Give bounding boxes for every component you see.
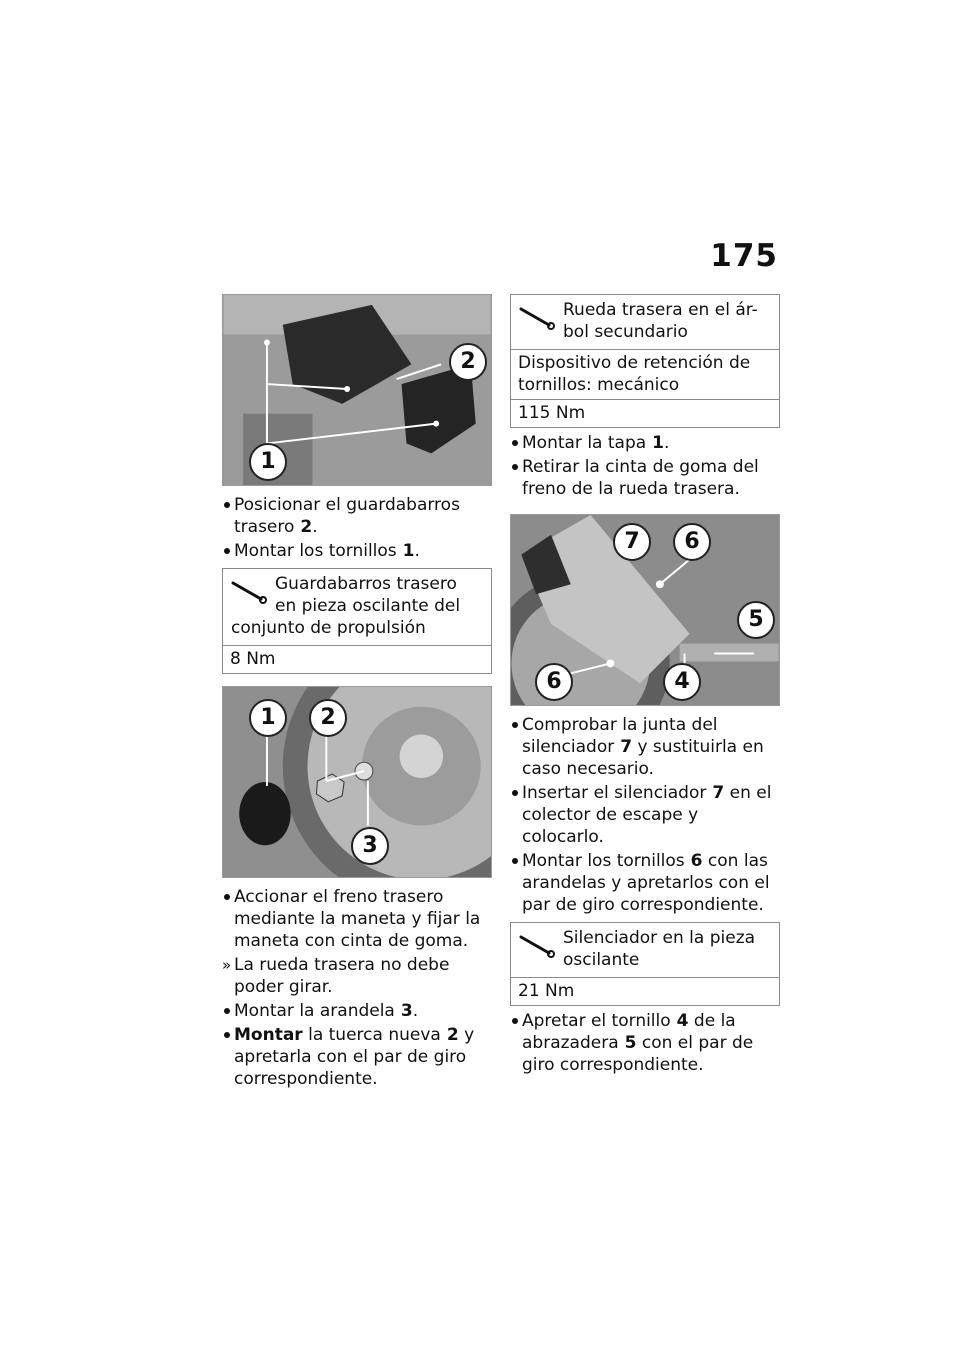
step-check-seal: Comprobar la junta del silenciador 7 y sustituirla en caso necesario. <box>510 714 780 780</box>
callout-3: 3 <box>351 827 389 865</box>
steps-fender <box>222 494 492 562</box>
steps-wheel <box>222 886 492 1090</box>
step-mount-washer: Montar la arandela 3. <box>222 1000 492 1022</box>
torque-value: 8 Nm <box>223 645 491 673</box>
right-column <box>510 294 780 1082</box>
torque-wrench-icon <box>231 579 269 605</box>
callout-2: 2 <box>449 343 487 381</box>
torque-wrench-icon <box>519 305 557 331</box>
steps-clamp <box>510 1010 780 1076</box>
step-mount-screws: Montar los tornillos 1. <box>222 540 492 562</box>
result-wheel-locked: » La rueda trasera no debe poder girar. <box>222 954 492 998</box>
figure-rear-fender <box>222 294 492 486</box>
callout-7: 7 <box>613 523 651 561</box>
figure-silencer <box>510 514 780 706</box>
callout-4: 4 <box>663 663 701 701</box>
torque-spec-header: Silenciador en la pieza oscilante <box>511 923 779 977</box>
torque-spec-fender <box>222 568 492 674</box>
step-position-fender: Posicionar el guardabarros trasero 2. <box>222 494 492 538</box>
torque-spec-silencer <box>510 922 780 1006</box>
figure-rear-wheel-nut <box>222 686 492 878</box>
callout-1: 1 <box>249 443 287 481</box>
step-tighten-clamp: Apretar el tornillo 4 de la abrazadera 5 con el par de giro correspondiente. <box>510 1010 780 1076</box>
left-column <box>222 294 492 1096</box>
steps-cap <box>510 432 780 500</box>
step-apply-brake: Accionar el freno trasero mediante la maneta y fijar la maneta con cinta de goma. <box>222 886 492 952</box>
step-mount-nut: Montar la tuerca nueva 2 y apretarla con el par de giro correspondiente. <box>222 1024 492 1090</box>
torque-wrench-icon <box>519 933 557 959</box>
callout-6: 6 <box>673 523 711 561</box>
callout-1: 1 <box>249 699 287 737</box>
page-number: 175 <box>710 238 778 274</box>
steps-silencer <box>510 714 780 916</box>
torque-value: 21 Nm <box>511 977 779 1005</box>
step-mount-cap: Montar la tapa 1. <box>510 432 780 454</box>
torque-value: 115 Nm <box>511 399 779 427</box>
callout-5: 5 <box>737 601 775 639</box>
torque-spec-header: Rueda trasera en el ár- bol secundario <box>511 295 779 349</box>
torque-spec-rear-wheel <box>510 294 780 428</box>
torque-extra: Dispositivo de retención de tornillos: mecánico <box>511 349 779 399</box>
step-remove-tape: Retirar la cinta de goma del freno de la rueda trasera. <box>510 456 780 500</box>
callout-6b: 6 <box>535 663 573 701</box>
step-insert-silencer: Insertar el silenciador 7 en el colector de escape y colocarlo. <box>510 782 780 848</box>
torque-spec-header: Guardabarros trasero en pieza oscilante del conjunto de propulsión <box>231 574 461 638</box>
callout-2: 2 <box>309 699 347 737</box>
step-mount-silencer-screws: Montar los tornillos 6 con las arandelas y apretarlos con el par de giro correspondiente. <box>510 850 780 916</box>
